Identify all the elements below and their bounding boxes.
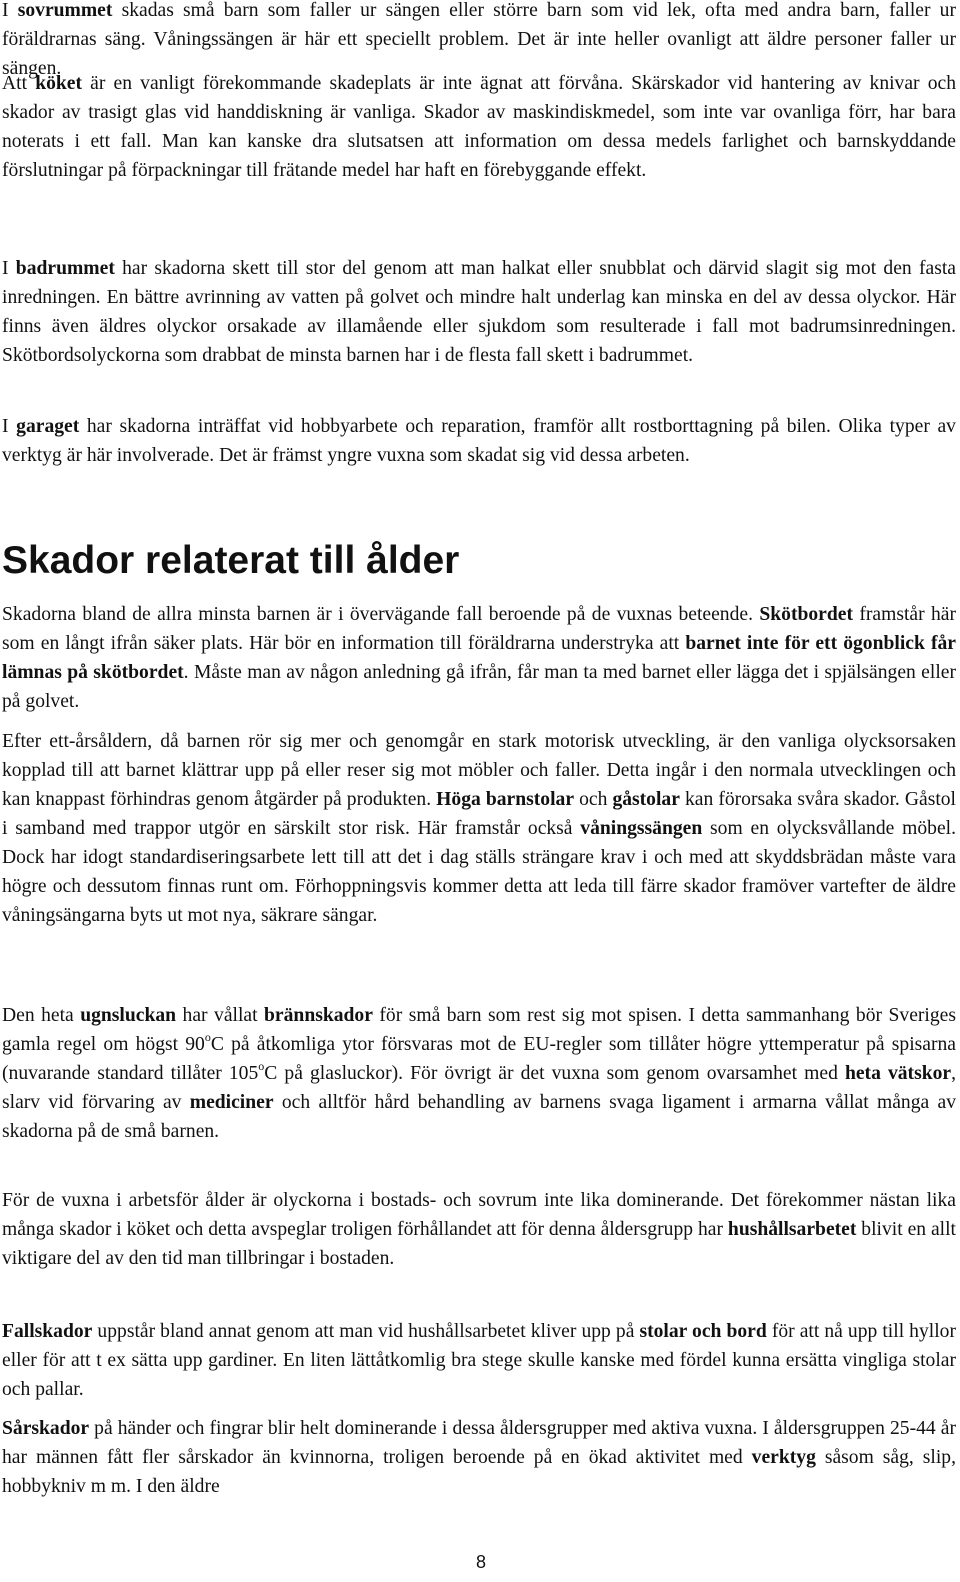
- text-run: för små barn som rest sig mot spisen. I detta sammanhang bör Sveriges gamla regel om högst 90: [2, 1005, 956, 1055]
- text-run: , slarv vid förvaring av: [2, 1063, 956, 1113]
- bold-term: badrummet: [15, 258, 115, 279]
- bold-term: stolar och bord: [639, 1321, 767, 1342]
- bold-term: garaget: [16, 416, 80, 437]
- text-run: på händer och fingrar blir helt dominerande i dessa åldersgrupper med aktiva vuxna. I åldersgruppen 25-44 år har männen fått fler sårskador än kvinnorna, troligen beroende på en ökad aktivitet med: [2, 1418, 956, 1468]
- text-run: kan förorsaka svåra skador. Gåstol i samband med trappor utgör en särskilt stor risk. Här framstår också: [2, 789, 956, 839]
- bold-term: gåstolar: [612, 789, 680, 810]
- text-run: Den heta: [2, 1005, 81, 1026]
- bold-term: verktyg: [751, 1447, 816, 1468]
- paragraph-working-age: [2, 1186, 956, 1273]
- text-run: har vållat: [176, 1005, 265, 1026]
- degree-superscript: o: [204, 1030, 211, 1045]
- paragraph-garage: [2, 412, 956, 470]
- bold-term: barnet inte för ett ögonblick får lämnas på skötbordet: [2, 633, 956, 683]
- text-run: är en vanligt förekommande skadeplats är inte ägnat att förvåna. Skärskador vid hantering av knivar och skador av trasigt glas vid handdiskning är vanliga. Skador av maskindiskmedel, som inte var ovanliga förr, har bara noterats i ett fall. Man kan kanske dra slutsatsen att information om dessa medels farlighet och barnskyddande förslutningar på förpackningar till frätande medel har haft en förebyggande effekt.: [2, 73, 957, 181]
- text-run: framstår här som en långt ifrån säker plats. Här bör en information till föräldrarna understryka att: [2, 604, 956, 654]
- text-run: I: [2, 416, 17, 437]
- bold-term: sovrummet: [17, 0, 113, 21]
- bold-term: Höga barnstolar: [436, 789, 575, 810]
- paragraph-toddlers: [2, 727, 956, 930]
- degree-superscript: o: [258, 1059, 265, 1074]
- text-run: och alltför hård behandling av barnens svaga ligament i armarna vållat många av skadorna på de små barnen.: [2, 1092, 957, 1142]
- text-run: Att: [2, 73, 36, 94]
- bold-term: heta vätskor: [844, 1063, 952, 1084]
- bold-term: köket: [35, 73, 83, 94]
- paragraph-cuts: [2, 1414, 956, 1501]
- text-run: och: [574, 789, 613, 810]
- bold-term: Fallskador: [2, 1321, 93, 1342]
- text-run: har skadorna skett till stor del genom att man halkat eller snubblat och därvid slagit sig mot den fasta inredningen. En bättre avrinning av vatten på golvet och mindre halt underlag kan minska en del av dessa olyckor. Här finns även äldres olyckor orsakade av illamående eller sjukdom som resulterade i fall mot badrumsinredningen. Skötbordsolyckorna som drabbat de minsta barnen har i de flesta fall skett i badrummet.: [2, 258, 956, 366]
- text-run: såsom såg, slip, hobbykniv m m. I den äldre: [2, 1447, 957, 1497]
- text-run: uppstår bland annat genom att man vid hushållsarbetet kliver upp på: [92, 1321, 640, 1342]
- bold-term: ugnsluckan: [80, 1005, 177, 1026]
- page-number: 8: [475, 1552, 486, 1572]
- section-heading: Skador relaterat till ålder: [2, 539, 460, 582]
- bold-term: våningssängen: [580, 818, 703, 839]
- paragraph-changing-table: [2, 600, 956, 716]
- text-run: Efter ett-årsåldern, då barnen rör sig mer och genomgår en stark motorisk utveckling, är den vanliga olycksorsaken kopplad till att barnet klättrar upp på eller reser sig mot möbler och faller. Detta ingår i den normala utvecklingen och kan knappast förhindras genom åtgärder på produkten.: [2, 731, 956, 810]
- bold-term: hushållsarbetet: [727, 1219, 857, 1240]
- text-run: blivit en allt viktigare del av den tid man tillbringar i bostaden.: [2, 1219, 957, 1269]
- paragraph-falls: [2, 1317, 956, 1404]
- text-run: I: [2, 258, 16, 279]
- text-run: För de vuxna i arbetsför ålder är olyckorna i bostads- och sovrum inte lika dominerande. Det förekommer nästan lika många skador i köket och detta avspeglar troligen förhållandet att för denna åldersgrupp har: [2, 1190, 956, 1240]
- text-run: I: [2, 0, 18, 21]
- text-run: har skadorna inträffat vid hobbyarbete och reparation, framför allt rostborttagning på bilen. Olika typer av verktyg är här involverade. Det är främst yngre vuxna som skadat sig vid dessa arbeten.: [2, 416, 956, 466]
- text-run: skadas små barn som faller ur sängen eller större barn som vid lek, ofta med andra barn, faller ur föräldrarnas säng. Våningssängen är här ett speciellt problem. Det är inte heller ovanligt att äldre personer faller ur sängen.: [2, 0, 956, 79]
- bold-term: Skötbordet: [759, 604, 853, 625]
- bold-term: mediciner: [189, 1092, 274, 1113]
- text-run: C på åtkomliga ytor försvaras mot de EU-regler som tillåter högre yttemperatur på spisarna (nuvarande standard tillåter 105: [2, 1034, 956, 1084]
- text-run: Skadorna bland de allra minsta barnen är i övervägande fall beroende på de vuxnas beteende.: [2, 604, 760, 625]
- paragraph-oven-door: [2, 1001, 956, 1146]
- text-run: som en olycksvållande möbel. Dock har idogt standardiseringsarbete lett till att det i dag ställs strängare krav i och med att skyddsbrädan måste vara högre och dessutom finnas runt om. Förhoppningsvis kommer detta att leda till färre skador framöver vartefter de äldre våningsängarna byts ut mot nya, säkrare sängar.: [2, 818, 956, 926]
- text-run: för att nå upp till hyllor eller för att t ex sätta upp gardiner. En liten lättåtkomlig bra stege skulle kanske med fördel kunna ersätta vingliga stolar och pallar.: [2, 1321, 956, 1400]
- bold-term: brännskador: [264, 1005, 373, 1026]
- text-run: C på glasluckor). För övrigt är det vuxna som genom ovarsamhet med: [264, 1063, 845, 1084]
- text-run: . Måste man av någon anledning gå ifrån, får man ta med barnet eller lägga det i spjälsängen eller på golvet.: [2, 662, 956, 712]
- paragraph-kitchen: [2, 69, 956, 185]
- paragraph-bathroom: [2, 254, 956, 370]
- bold-term: Sårskador: [2, 1418, 90, 1439]
